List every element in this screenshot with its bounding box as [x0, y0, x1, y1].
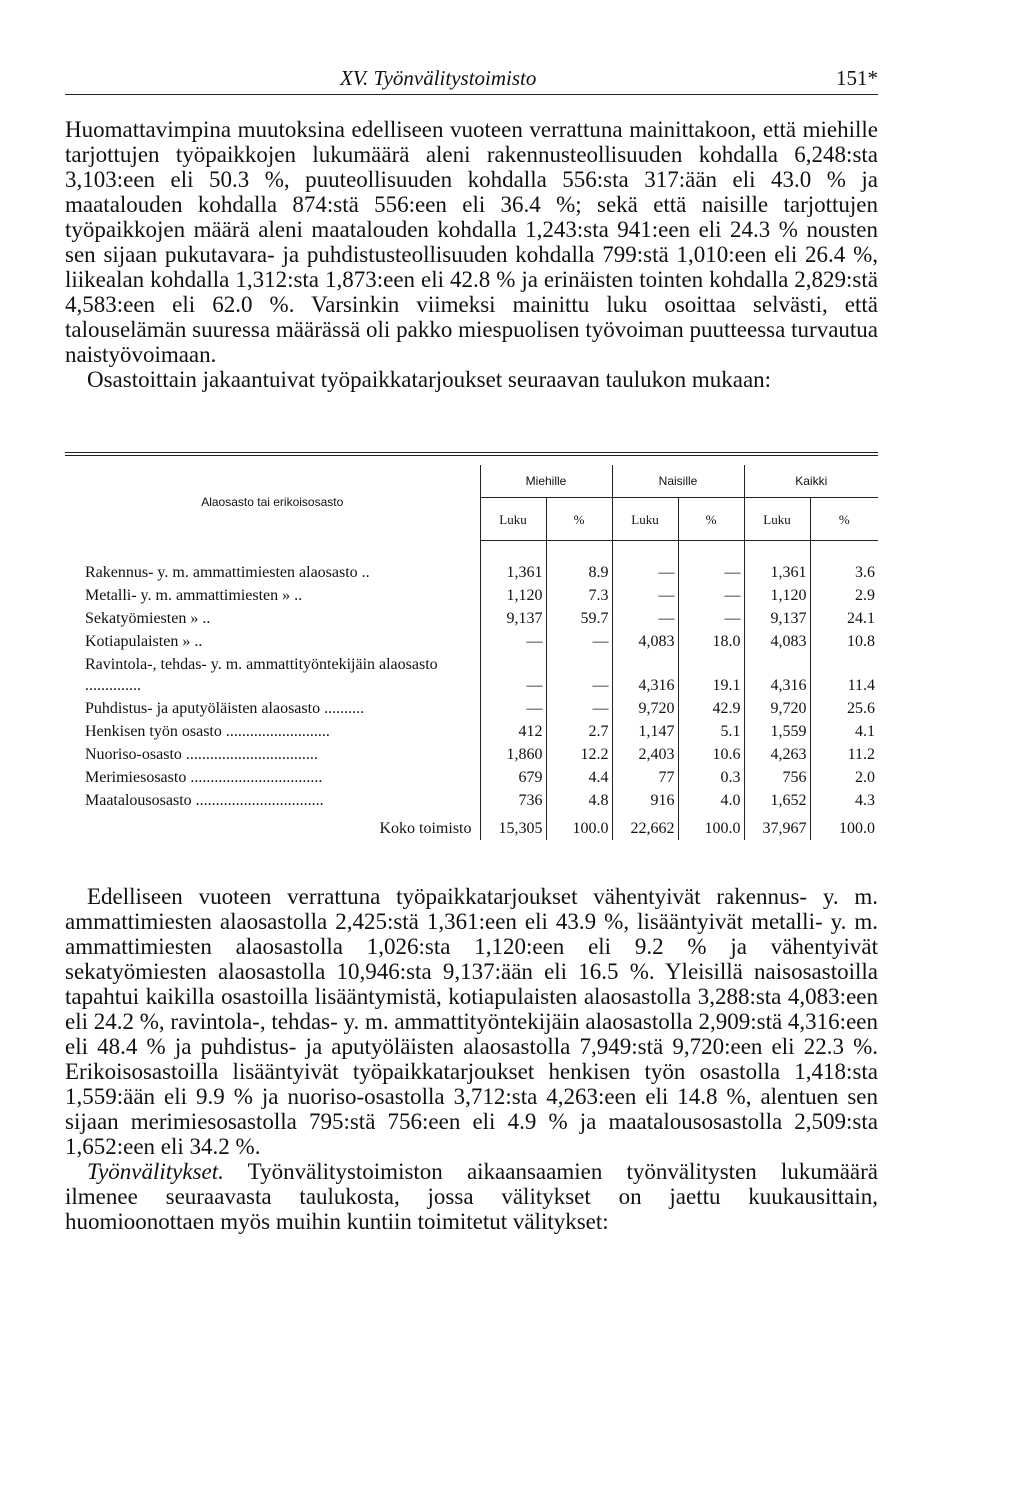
total-all-percent: 100.0 — [839, 820, 875, 837]
row-label: Metalli- y. m. ammattimiesten » .. — [65, 584, 480, 607]
page-number: 151* — [836, 66, 878, 90]
table-row — [65, 789, 878, 812]
all-count: 1,559 — [744, 720, 810, 743]
men-percent: — — [546, 630, 612, 653]
total-men-percent: 100.0 — [546, 812, 612, 840]
men-count: 1,361 — [480, 561, 546, 584]
men-percent: 8.9 — [546, 561, 612, 584]
women-count: 4,316 — [612, 653, 678, 697]
all-percent: 4.1 — [855, 723, 875, 740]
men-count: 1,120 — [480, 584, 546, 607]
men-percent: 59.7 — [546, 607, 612, 630]
women-percent: — — [678, 561, 744, 584]
running-head — [65, 58, 878, 95]
women-percent: 0.3 — [678, 766, 744, 789]
subheader-percent: % — [678, 498, 744, 541]
table-row — [65, 584, 878, 607]
total-men-count: 15,305 — [480, 812, 546, 840]
women-percent: 19.1 — [678, 653, 744, 697]
men-count: — — [480, 630, 546, 653]
women-count: 4,083 — [612, 630, 678, 653]
women-percent: 10.6 — [678, 743, 744, 766]
row-label: Sekatyömiesten » .. — [65, 607, 480, 630]
table-row — [65, 653, 878, 697]
total-women-count: 22,662 — [612, 812, 678, 840]
women-count: 1,147 — [612, 720, 678, 743]
row-label: Ravintola-, tehdas- y. m. ammattityöntekijäin alaosasto .............. — [65, 653, 480, 697]
row-label: Kotiapulaisten » .. — [65, 630, 480, 653]
women-count: 916 — [612, 789, 678, 812]
all-percent: 24.1 — [847, 610, 875, 627]
women-percent: 5.1 — [678, 720, 744, 743]
men-percent: 4.4 — [546, 766, 612, 789]
men-count: 9,137 — [480, 607, 546, 630]
table-row — [65, 697, 878, 720]
intro-paragraph: Huomattavimpina muutoksina edelliseen vuoteen verrattuna mainittakoon, että miehille tarjottujen työpaikkojen lukumäärä aleni rakennusteollisuuden kohdalla 6,248:sta 3,103:een eli 50.3 %, puuteollisuuden kohdalla 556:sta 317:ään eli 43.0 % ja maatalouden kohdalla 874:stä 556:een eli 36.4 %; sekä että naisille tarjottujen työpaikkojen määrä aleni maatalouden kohdalla 1,243:sta 941:een eli 24.3 % nousten sen sijaan pukutavara- ja puhdistusteollisuuden kohdalla 799:stä 1,010:een eli 26.4 %, liikealan kohdalla 1,312:sta 1,873:een eli 42.8 % ja erinäisten tointen kohdalla 2,829:stä 4,583:een eli 62.0 %. Varsinkin viimeksi mainittu luku osoittaa selvästi, että talouselämän suuressa määrässä oli pakko miespuolisen työvoiman puutteessa turvautua naistyövoimaan. — [65, 117, 878, 367]
change-paragraph: Edelliseen vuoteen verrattuna työpaikkatarjoukset vähentyivät rakennus- y. m. ammattimiesten alaosastolla 2,425:stä 1,361:een eli 43.9 %, lisääntyivät metalli- y. m. ammattimiesten alaosastolla 1,026:sta 1,120:een eli 9.2 % ja vähentyivät sekatyömiesten alaosastolla 10,946:sta 9,137:ään eli 16.5 %. Yleisillä naisosastoilla tapahtui kaikilla osastoilla lisääntymistä, kotiapulaisten alaosastolla 3,288:sta 4,083:een eli 24.2 %, ravintola-, tehdas- y. m. ammattityöntekijäin alaosastolla 2,909:stä 4,316:een eli 48.4 % ja puhdistus- ja aputyöläisten alaosastolla 7,949:stä 9,720:een eli 22.3 %. Erikoisosastoilla lisääntyivät työpaikkatarjoukset henkisen työn osastolla 1,418:sta 1,559:ään eli 9.9 % ja nuoriso-osastolla 3,712:sta 4,263:een eli 14.8 %, alentuen sen sijaan merimiesosastolla 795:stä 756:een eli 4.9 % ja maatalousosastolla 2,509:sta 1,652:een eli 34.2 %. — [65, 884, 878, 1159]
placements-paragraph — [65, 1159, 878, 1234]
page — [65, 58, 878, 1234]
men-percent: 4.8 — [546, 789, 612, 812]
row-label: Puhdistus- ja aputyöläisten alaosasto .......... — [65, 697, 480, 720]
total-label: Koko toimisto — [65, 812, 480, 840]
group-header-all: Kaikki — [744, 465, 878, 498]
total-all-count: 37,967 — [744, 812, 810, 840]
running-head-title: XV. Työnvälitystoimisto — [340, 66, 537, 90]
all-percent: 2.9 — [855, 587, 875, 604]
table-row — [65, 743, 878, 766]
section-heading-italic: Työnvälitykset. — [87, 1159, 224, 1184]
women-count: 9,720 — [612, 697, 678, 720]
all-count: 4,316 — [744, 653, 810, 697]
men-percent: — — [546, 697, 612, 720]
subheader-count: Luku — [612, 498, 678, 541]
all-percent: 25.6 — [847, 700, 875, 717]
subheader-percent: % — [546, 498, 612, 541]
subheader-percent: % — [810, 498, 878, 541]
women-count: 77 — [612, 766, 678, 789]
subheader-count: Luku — [480, 498, 546, 541]
men-percent: 2.7 — [546, 720, 612, 743]
table-intro-paragraph: Osastoittain jakaantuivat työpaikkatarjoukset seuraavan taulukon mukaan: — [87, 367, 772, 392]
column-header-department: Alaosasto tai erikoisosasto — [65, 465, 480, 541]
table-row — [65, 561, 878, 584]
men-count: 736 — [480, 789, 546, 812]
men-percent: 12.2 — [546, 743, 612, 766]
total-women-percent: 100.0 — [678, 812, 744, 840]
all-count: 1,361 — [744, 561, 810, 584]
placements-text: Työnvälitystoimiston aikaansaamien työnvälitysten lukumäärä ilmenee seuraavasta taulukosta, jossa välitykset on jaettu kuukausittain, huomioonottaen myös muihin kuntiin toimitetut välitykset: — [65, 1159, 878, 1234]
table-total-row — [65, 812, 878, 840]
men-count: — — [480, 697, 546, 720]
row-label: Maatalousosasto ................................ — [65, 789, 480, 812]
all-percent: 11.4 — [847, 677, 875, 694]
table-row — [65, 607, 878, 630]
men-count: 679 — [480, 766, 546, 789]
table-row — [65, 766, 878, 789]
men-count: — — [480, 653, 546, 697]
women-percent: 4.0 — [678, 789, 744, 812]
table-row — [65, 720, 878, 743]
women-percent: 42.9 — [678, 697, 744, 720]
men-count: 1,860 — [480, 743, 546, 766]
women-count: — — [612, 561, 678, 584]
row-label: Rakennus- y. m. ammattimiesten alaosasto .. — [65, 561, 480, 584]
row-label: Nuoriso-osasto ................................. — [65, 743, 480, 766]
subheader-count: Luku — [744, 498, 810, 541]
men-percent: — — [546, 653, 612, 697]
all-percent: 4.3 — [855, 792, 875, 809]
men-percent: 7.3 — [546, 584, 612, 607]
women-count: 2,403 — [612, 743, 678, 766]
all-percent: 3.6 — [855, 564, 875, 581]
table-top-rule — [65, 452, 878, 459]
women-percent: — — [678, 607, 744, 630]
statistics-table — [65, 465, 878, 840]
men-count: 412 — [480, 720, 546, 743]
women-count: — — [612, 584, 678, 607]
women-percent: 18.0 — [678, 630, 744, 653]
all-count: 1,652 — [744, 789, 810, 812]
all-count: 9,720 — [744, 697, 810, 720]
women-percent: — — [678, 584, 744, 607]
all-percent: 10.8 — [847, 633, 875, 650]
group-header-women: Naisille — [612, 465, 744, 498]
row-label: Merimiesosasto ................................. — [65, 766, 480, 789]
all-count: 1,120 — [744, 584, 810, 607]
all-count: 4,263 — [744, 743, 810, 766]
women-count: — — [612, 607, 678, 630]
all-count: 4,083 — [744, 630, 810, 653]
all-count: 9,137 — [744, 607, 810, 630]
row-label: Henkisen työn osasto .......................... — [65, 720, 480, 743]
all-count: 756 — [744, 766, 810, 789]
table-row — [65, 630, 878, 653]
all-percent: 2.0 — [855, 769, 875, 786]
all-percent: 11.2 — [847, 746, 875, 763]
group-header-men: Miehille — [480, 465, 612, 498]
